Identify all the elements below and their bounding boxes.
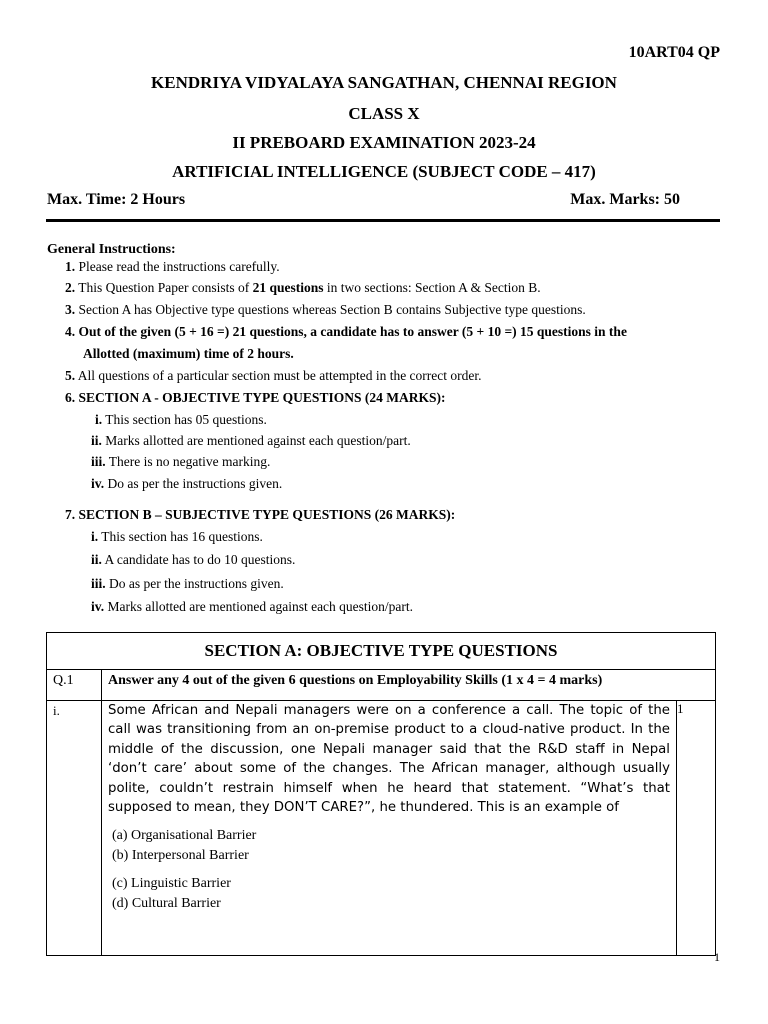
organization-title: KENDRIYA VIDYALAYA SANGATHAN, CHENNAI REGION (151, 73, 617, 92)
section-a-heading: SECTION A: OBJECTIVE TYPE QUESTIONS (47, 633, 716, 670)
instruction-4-line2: Allotted (maximum) time of 2 hours. (83, 346, 294, 361)
instruction-5: 5. All questions of a particular section must be attempted in the correct order. (65, 368, 482, 383)
instruction-7-heading: 7. SECTION B – SUBJECTIVE TYPE QUESTIONS (26 MARKS): (65, 507, 456, 522)
instruction-6-heading: 6. SECTION A - OBJECTIVE TYPE QUESTIONS (24 MARKS): (65, 390, 446, 405)
instructions-title: General Instructions: (47, 242, 176, 257)
section-a-point-ii: ii. Marks allotted are mentioned against each question/part. (91, 433, 411, 448)
instruction-3: 3. Section A has Objective type questions whereas Section B contains Subjective type questions. (65, 302, 586, 317)
sub-question-row (47, 701, 716, 956)
section-b-point-i: i. This section has 16 questions. (91, 529, 263, 544)
exam-title: II PREBOARD EXAMINATION 2023-24 (232, 133, 536, 152)
page-number: 1 (714, 950, 720, 964)
section-b-point-ii: ii. A candidate has to do 10 questions. (91, 552, 296, 567)
instruction-1: 1. Please read the instructions carefully. (65, 259, 280, 274)
option-c: (c) Linguistic Barrier (112, 876, 231, 892)
marks-value: 1 (677, 701, 716, 956)
option-a: (a) Organisational Barrier (112, 828, 257, 844)
max-time: Max. Time: 2 Hours (47, 191, 186, 208)
instruction-2: 2. This Question Paper consists of 21 questions in two sections: Section A & Section B. (65, 280, 541, 295)
subject-title: ARTIFICIAL INTELLIGENCE (SUBJECT CODE – 417) (172, 162, 596, 181)
paper-code: 10ART04 QP (628, 44, 720, 61)
section-a-point-iii: iii. There is no negative marking. (91, 454, 271, 469)
option-d: (d) Cultural Barrier (112, 896, 221, 912)
sub-question-cell (102, 701, 677, 956)
question-row (47, 670, 716, 701)
option-b: (b) Interpersonal Barrier (112, 848, 249, 864)
sub-question-text: Some African and Nepali managers were on a conference a call. The topic of the call was transitioning from an on-premise product to a cloud-native product. In the middle of the discussion, one Nepali manager said that the R&D staff in Nepal ‘don’t care’ about some of the changes. The African manager, although usually polite, couldn’t restrain himself when he heard that statement. “What’s that supposed to mean, they DON’T CARE?”, he thundered. This is an example of (108, 703, 670, 816)
class-title: CLASS X (348, 104, 420, 123)
instruction-4-line1: 4. Out of the given (5 + 16 =) 21 questions, a candidate has to answer (5 + 10 =) 15 questions in the (65, 324, 627, 339)
question-number: Q.1 (47, 670, 102, 701)
max-marks: Max. Marks: 50 (570, 191, 680, 208)
section-b-point-iv: iv. Marks allotted are mentioned against each question/part. (91, 599, 414, 614)
sub-question-number: i. (47, 701, 102, 956)
section-b-point-iii: iii. Do as per the instructions given. (91, 576, 284, 591)
section-a-point-i: i. This section has 05 questions. (95, 412, 267, 427)
section-a-point-iv: iv. Do as per the instructions given. (91, 476, 283, 491)
question-text: Answer any 4 out of the given 6 questions on Employability Skills (1 x 4 = 4 marks) (102, 670, 716, 701)
section-a-table (46, 632, 716, 956)
header-divider (46, 219, 720, 222)
